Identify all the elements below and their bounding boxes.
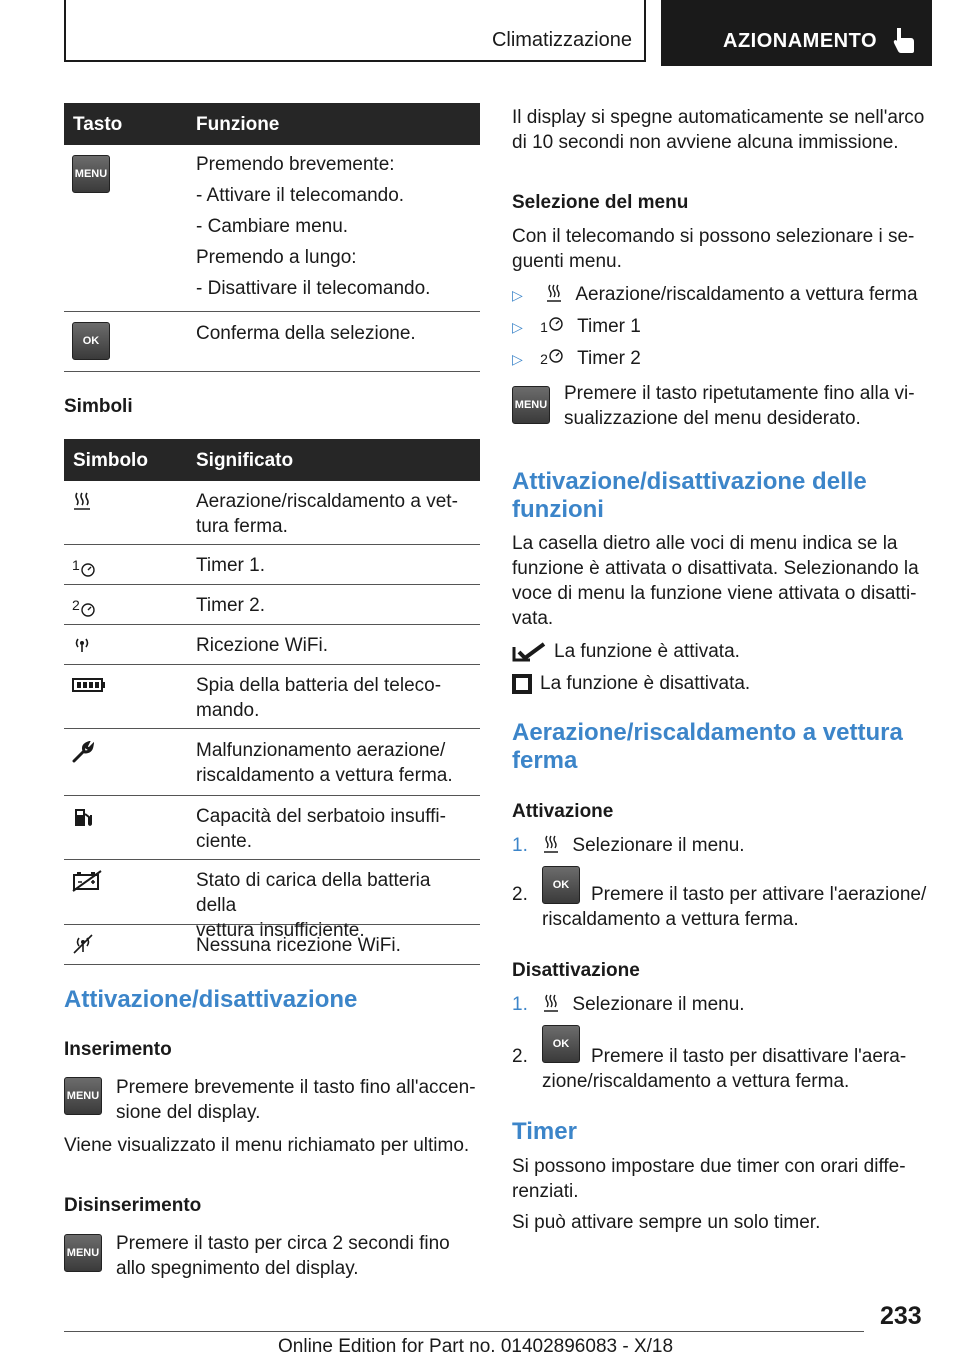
line: guenti menu. — [512, 251, 622, 272]
bullet-prefix: 2 — [540, 351, 548, 367]
line: Premere il tasto per attivare l'aerazione/ — [591, 884, 927, 905]
section-title: Climatizzazione — [491, 29, 632, 51]
menu-key-icon: MENU — [64, 1077, 102, 1115]
fuel-pump-icon — [72, 806, 94, 828]
ok-key-icon: OK — [542, 866, 580, 904]
deactivation-heading: Disattivazione — [512, 960, 640, 981]
line: Attivazione/disattivazione delle — [512, 468, 867, 495]
footer-divider — [64, 1331, 864, 1332]
section-title-activation: Attivazione/disattivazione — [64, 986, 358, 1013]
line: zione/riscaldamento a vettura ferma. — [542, 1071, 850, 1092]
inserimento-heading: Inserimento — [64, 1039, 172, 1060]
line: vettura insufficiente. — [196, 920, 365, 941]
line: - Attivare il telecomando. — [196, 185, 405, 206]
menu-key-slot — [512, 386, 550, 424]
table-row — [64, 481, 480, 545]
bullet-triangle-icon: ▷ — [512, 351, 523, 367]
line: funzioni — [512, 496, 604, 523]
heat-waves-icon — [72, 491, 92, 511]
line: Premere il tasto ripetutamente fino alla vi- — [564, 383, 915, 404]
menu-key-text — [564, 381, 915, 431]
line: riscaldamento a vettura ferma. — [542, 909, 799, 930]
line: Malfunzionamento aerazione/ — [196, 740, 446, 761]
line: mando. — [196, 700, 260, 721]
disinserimento-heading: Disinserimento — [64, 1195, 202, 1216]
line: Premere brevemente il tasto fino all'accen- — [116, 1077, 476, 1098]
table-row — [64, 545, 480, 585]
bullet-triangle-icon: ▷ — [512, 287, 523, 303]
step-number: 1. — [512, 994, 528, 1015]
symbols-table-header — [64, 439, 480, 481]
menu-key-icon: MENU — [64, 1234, 102, 1272]
car-battery-low-icon — [72, 870, 102, 892]
prefix: 2 — [72, 597, 80, 613]
ok-key-icon: OK — [542, 1025, 580, 1063]
empty-box-icon — [512, 674, 532, 694]
wrench-icon — [72, 741, 94, 763]
battery-icon — [72, 677, 106, 693]
line: La casella dietro alle voci di menu indica se la — [512, 533, 898, 554]
row-text: Timer 1. — [196, 555, 265, 576]
inserimento-text — [116, 1075, 476, 1125]
timer-2-icon — [80, 602, 96, 618]
table-row — [64, 729, 480, 796]
page-number: 233 — [880, 1302, 922, 1330]
line: vata. — [512, 608, 554, 629]
line: sione del display. — [116, 1102, 261, 1123]
line: funzione è attivata o disattivata. Selezionando la — [512, 558, 919, 579]
list-item — [512, 314, 641, 340]
line: Premendo a lungo: — [196, 247, 357, 268]
line: Premere il tasto per disattivare l'aera- — [591, 1046, 907, 1067]
parked-title — [512, 719, 903, 775]
col-significato: Significato — [196, 450, 294, 471]
row-text — [196, 738, 468, 788]
step-text: Selezionare il menu. — [572, 835, 745, 856]
heat-waves-icon — [543, 994, 559, 1012]
chapter-tab — [661, 0, 932, 66]
line: Il display si spegne automaticamente se nell'arco — [512, 107, 925, 128]
timer-1-symbol — [72, 553, 96, 578]
no-wifi-icon — [72, 934, 94, 954]
step-number-2: 2. — [512, 1046, 528, 1067]
activated-text: La funzione è attivata. — [554, 641, 740, 662]
disinserimento-text — [116, 1231, 450, 1281]
step-number-2: 2. — [512, 884, 528, 905]
step-text: Selezionare il menu. — [572, 994, 745, 1015]
deactivated-text: La funzione è disattivata. — [540, 673, 751, 694]
line: Si possono impostare due timer con orari diffe- — [512, 1156, 906, 1177]
row-text: Conferma della selezione. — [196, 323, 416, 344]
pointing-hand-icon — [893, 26, 915, 54]
keys-table-header — [64, 103, 480, 145]
row-text: Ricezione WiFi. — [196, 635, 328, 656]
line: ferma — [512, 747, 578, 774]
line: Aerazione/riscaldamento a vet- — [196, 491, 458, 512]
edition-text: Online Edition for Part no. 01402896083 - X/18 — [278, 1336, 674, 1357]
row-text: Timer 2. — [196, 595, 265, 616]
line: Aerazione/riscaldamento a vettura — [512, 719, 903, 746]
menu-key-slot — [64, 1234, 102, 1272]
row-text — [196, 489, 468, 539]
table-row — [64, 312, 480, 372]
activated-row — [512, 639, 740, 664]
menu-key-icon: MENU — [512, 386, 550, 424]
heat-waves-icon — [546, 284, 562, 302]
table-row — [64, 665, 480, 729]
line: riscaldamento a vettura ferma. — [196, 765, 453, 786]
timer-last: Si può attivare sempre un solo timer. — [512, 1212, 821, 1233]
intro-text — [512, 105, 924, 155]
timer-2-symbol — [72, 593, 96, 618]
col-funzione: Funzione — [196, 114, 280, 135]
chapter-title: AZIONAMENTO — [723, 30, 878, 52]
col-simbolo: Simbolo — [73, 450, 148, 471]
table-row — [64, 145, 480, 312]
list-item — [512, 992, 745, 1017]
timer-1-icon — [80, 562, 96, 578]
list-item — [512, 346, 641, 372]
line: - Disattivare il telecomando. — [196, 278, 431, 299]
line: tura ferma. — [196, 516, 288, 537]
line: Premere il tasto per circa 2 secondi fino — [116, 1233, 450, 1254]
list-item — [512, 833, 745, 858]
row-text — [196, 152, 468, 301]
menu-key-icon: MENU — [72, 155, 110, 193]
row-text — [196, 673, 468, 723]
line: Capacità del serbatoio insuffi- — [196, 806, 446, 827]
table-row — [64, 796, 480, 860]
inserimento-after: Viene visualizzato il menu richiamato per ultimo. — [64, 1135, 470, 1156]
bullet-text: Timer 1 — [577, 316, 641, 337]
heat-waves-icon — [543, 835, 559, 853]
menu-selection-text — [512, 224, 914, 274]
timer-title: Timer — [512, 1118, 577, 1145]
line: sualizzazione del menu desiderato. — [564, 408, 861, 429]
keys-table — [64, 103, 480, 372]
line: ciente. — [196, 831, 252, 852]
line: - Cambiare menu. — [196, 216, 349, 237]
menu-key-slot — [64, 1077, 102, 1115]
step-text — [542, 1044, 906, 1094]
checked-box-icon — [512, 642, 546, 662]
row-text: Nessuna ricezione WiFi. — [196, 935, 401, 956]
timer-text — [512, 1154, 906, 1204]
line: di 10 secondi non avviene alcuna immissione. — [512, 132, 899, 153]
bullet-prefix: 1 — [540, 319, 548, 335]
wifi-icon — [72, 635, 92, 653]
step-number: 1. — [512, 835, 528, 856]
functions-text — [512, 531, 919, 631]
row-text — [196, 804, 468, 854]
bullet-text: Aerazione/riscaldamento a vettura ferma — [575, 284, 918, 305]
timer-1-icon — [548, 316, 564, 332]
functions-title — [512, 468, 867, 524]
symbols-heading: Simboli — [64, 396, 133, 417]
line: renziati. — [512, 1181, 579, 1202]
menu-selection-heading: Selezione del menu — [512, 192, 689, 213]
symbols-table — [64, 439, 480, 965]
line: Con il telecomando si possono selezionare i se- — [512, 226, 915, 247]
line: Stato di carica della batteria della — [196, 870, 431, 916]
line: voce di menu la funzione viene attivata o disatti- — [512, 583, 917, 604]
bullet-text: Timer 2 — [577, 348, 641, 369]
col-tasto: Tasto — [73, 114, 123, 135]
table-row — [64, 860, 480, 941]
table-row — [64, 585, 480, 625]
page-header — [64, 0, 932, 66]
ok-key-icon: OK — [72, 322, 110, 360]
section-tab — [64, 0, 646, 62]
deactivated-row — [512, 671, 750, 696]
activation-heading: Attivazione — [512, 801, 614, 822]
table-row — [64, 625, 480, 665]
prefix: 1 — [72, 557, 80, 573]
line: Premendo brevemente: — [196, 154, 395, 175]
timer-2-icon — [548, 348, 564, 364]
list-item — [512, 282, 918, 308]
step-text — [542, 882, 926, 932]
line: Spia della batteria del teleco- — [196, 675, 442, 696]
line: allo spegnimento del display. — [116, 1258, 359, 1279]
bullet-triangle-icon: ▷ — [512, 319, 523, 335]
table-row — [64, 925, 480, 965]
